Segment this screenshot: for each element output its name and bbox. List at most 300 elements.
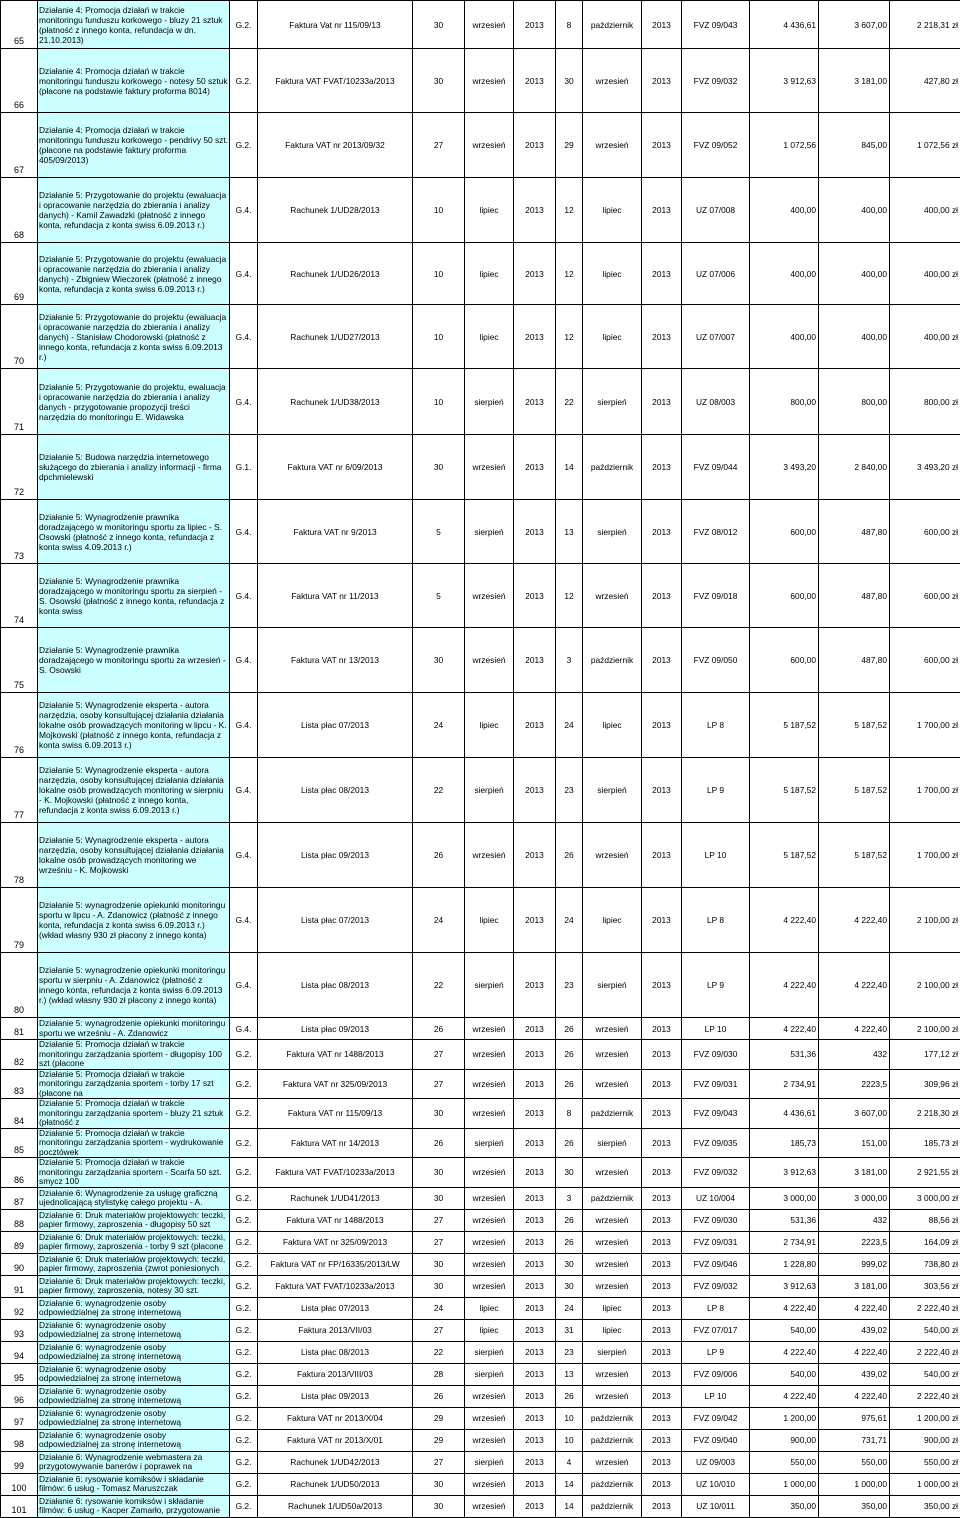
payment-day-cell: 30 bbox=[556, 49, 583, 113]
eligible-amount-cell: 427,80 zł bbox=[890, 49, 960, 113]
category-cell: G.4. bbox=[230, 243, 258, 305]
gross-amount-cell: 5 187,52 bbox=[750, 693, 819, 758]
table-row bbox=[1, 1209, 960, 1231]
gross-amount-cell: 2 734,91 bbox=[750, 1069, 819, 1099]
issue-month-cell: wrzesień bbox=[465, 1099, 514, 1129]
payment-month-cell: sierpień bbox=[583, 1128, 642, 1158]
issue-day-cell: 28 bbox=[413, 1363, 465, 1385]
issue-month-cell: sierpień bbox=[465, 953, 514, 1018]
eligible-amount-cell: 2 100,00 zł bbox=[890, 1018, 960, 1040]
issue-month-cell: sierpień bbox=[465, 1128, 514, 1158]
eligible-amount-cell: 3 000,00 zł bbox=[890, 1187, 960, 1209]
row-number: 69 bbox=[1, 243, 38, 305]
ledger-ref-cell: LP 9 bbox=[682, 953, 750, 1018]
gross-amount-cell: 531,36 bbox=[750, 1040, 819, 1070]
net-amount-cell: 4 222,40 bbox=[819, 888, 890, 953]
gross-amount-cell: 3 912,63 bbox=[750, 49, 819, 113]
table-row bbox=[1, 1128, 960, 1158]
issue-day-cell: 29 bbox=[413, 1407, 465, 1429]
ledger-ref-cell: UZ 10/010 bbox=[682, 1473, 750, 1495]
table-body bbox=[1, 1, 960, 1518]
category-cell: G.4. bbox=[230, 1018, 258, 1040]
issue-month-cell: wrzesień bbox=[465, 1158, 514, 1188]
issue-month-cell: wrzesień bbox=[465, 113, 514, 178]
net-amount-cell: 5 187,52 bbox=[819, 823, 890, 888]
payment-month-cell: październik bbox=[583, 1495, 642, 1517]
issue-year-cell: 2013 bbox=[514, 888, 556, 953]
issue-month-cell: wrzesień bbox=[465, 1253, 514, 1275]
description-cell: Działanie 6: wynagrodzenie osoby odpowiedzialnej za stronę internetową bbox=[38, 1407, 230, 1429]
issue-month-cell: lipiec bbox=[465, 693, 514, 758]
net-amount-cell: 4 222,40 bbox=[819, 1297, 890, 1319]
payment-month-cell: wrzesień bbox=[583, 49, 642, 113]
payment-month-cell: sierpień bbox=[583, 500, 642, 564]
net-amount-cell: 400,00 bbox=[819, 178, 890, 243]
category-cell: G.2. bbox=[230, 1099, 258, 1129]
issue-day-cell: 26 bbox=[413, 1385, 465, 1407]
gross-amount-cell: 4 222,40 bbox=[750, 1018, 819, 1040]
description-cell: Działanie 6: wynagrodzenie osoby odpowiedzialnej za stronę internetową bbox=[38, 1429, 230, 1451]
row-number: 68 bbox=[1, 178, 38, 243]
payment-month-cell: wrzesień bbox=[583, 1385, 642, 1407]
payment-year-cell: 2013 bbox=[642, 369, 682, 435]
category-cell: G.4. bbox=[230, 628, 258, 693]
issue-day-cell: 27 bbox=[413, 113, 465, 178]
payment-year-cell: 2013 bbox=[642, 305, 682, 369]
ledger-ref-cell: FVZ 09/032 bbox=[682, 1158, 750, 1188]
table-row bbox=[1, 178, 960, 243]
table-row bbox=[1, 1275, 960, 1297]
net-amount-cell: 800,00 bbox=[819, 369, 890, 435]
issue-day-cell: 22 bbox=[413, 758, 465, 823]
gross-amount-cell: 600,00 bbox=[750, 500, 819, 564]
issue-year-cell: 2013 bbox=[514, 1319, 556, 1341]
document-cell: Rachunek 1/UD50a/2013 bbox=[258, 1495, 413, 1517]
gross-amount-cell: 4 436,61 bbox=[750, 1, 819, 49]
issue-year-cell: 2013 bbox=[514, 1099, 556, 1129]
ledger-ref-cell: FVZ 09/046 bbox=[682, 1253, 750, 1275]
row-number: 65 bbox=[1, 1, 38, 49]
ledger-ref-cell: FVZ 09/032 bbox=[682, 49, 750, 113]
issue-day-cell: 10 bbox=[413, 369, 465, 435]
eligible-amount-cell: 800,00 zł bbox=[890, 369, 960, 435]
issue-month-cell: lipiec bbox=[465, 888, 514, 953]
payment-year-cell: 2013 bbox=[642, 758, 682, 823]
category-cell: G.4. bbox=[230, 178, 258, 243]
net-amount-cell: 487,80 bbox=[819, 500, 890, 564]
eligible-amount-cell: 2 921,55 zł bbox=[890, 1158, 960, 1188]
payment-year-cell: 2013 bbox=[642, 1069, 682, 1099]
table-row bbox=[1, 1429, 960, 1451]
payment-year-cell: 2013 bbox=[642, 628, 682, 693]
gross-amount-cell: 1 228,80 bbox=[750, 1253, 819, 1275]
issue-month-cell: sierpień bbox=[465, 1341, 514, 1363]
description-cell: Działanie 5: Promocja działań w trakcie monitoringu zarządzania sportem - torby 17 szt (płacone na bbox=[38, 1069, 230, 1099]
description-cell: Działanie 5: Promocja działań w trakcie monitoringu zarządzania sportem - długopisy 100 szt (płacone bbox=[38, 1040, 230, 1070]
table-row bbox=[1, 888, 960, 953]
issue-month-cell: wrzesień bbox=[465, 1018, 514, 1040]
payment-day-cell: 26 bbox=[556, 1040, 583, 1070]
gross-amount-cell: 900,00 bbox=[750, 1429, 819, 1451]
issue-day-cell: 30 bbox=[413, 435, 465, 500]
eligible-amount-cell: 600,00 zł bbox=[890, 500, 960, 564]
category-cell: G.4. bbox=[230, 693, 258, 758]
payment-month-cell: wrzesień bbox=[583, 1253, 642, 1275]
ledger-ref-cell: LP 10 bbox=[682, 823, 750, 888]
issue-year-cell: 2013 bbox=[514, 113, 556, 178]
issue-month-cell: wrzesień bbox=[465, 823, 514, 888]
issue-month-cell: wrzesień bbox=[465, 628, 514, 693]
issue-day-cell: 30 bbox=[413, 1473, 465, 1495]
table-row bbox=[1, 1297, 960, 1319]
payment-year-cell: 2013 bbox=[642, 1473, 682, 1495]
net-amount-cell: 1 000,00 bbox=[819, 1473, 890, 1495]
description-cell: Działanie 5: Przygotowanie do projektu, ewaluacja i opracowanie narzędzia do zbierania i analizy danych - przygotowanie propozycji treści narzędzia do monitoringu E. Widawska bbox=[38, 369, 230, 435]
description-cell: Działanie 6: Druk materiałów projektowych: teczki, papier firmowy, zaproszenia - długopisy 50 szt bbox=[38, 1209, 230, 1231]
issue-year-cell: 2013 bbox=[514, 305, 556, 369]
row-number: 66 bbox=[1, 49, 38, 113]
category-cell: G.2. bbox=[230, 1128, 258, 1158]
net-amount-cell: 432 bbox=[819, 1209, 890, 1231]
payment-year-cell: 2013 bbox=[642, 1209, 682, 1231]
net-amount-cell: 3 000,00 bbox=[819, 1187, 890, 1209]
table-row bbox=[1, 693, 960, 758]
payment-year-cell: 2013 bbox=[642, 500, 682, 564]
payment-month-cell: lipiec bbox=[583, 305, 642, 369]
issue-month-cell: lipiec bbox=[465, 178, 514, 243]
row-number: 98 bbox=[1, 1429, 38, 1451]
table-row bbox=[1, 1187, 960, 1209]
payment-day-cell: 29 bbox=[556, 113, 583, 178]
issue-year-cell: 2013 bbox=[514, 1297, 556, 1319]
payment-day-cell: 26 bbox=[556, 1018, 583, 1040]
issue-day-cell: 30 bbox=[413, 628, 465, 693]
table-row bbox=[1, 369, 960, 435]
description-cell: Działanie 5: Przygotowanie do projektu (ewaluacja i opracowanie narzędzia do zbierania i analizy danych) - Kamil Zawadzki (płatność z innego konta, refundacja z konta swiss 6.09.2013 r.) bbox=[38, 178, 230, 243]
gross-amount-cell: 3 493,20 bbox=[750, 435, 819, 500]
row-number: 84 bbox=[1, 1099, 38, 1129]
eligible-amount-cell: 1 700,00 zł bbox=[890, 758, 960, 823]
net-amount-cell: 2223,5 bbox=[819, 1069, 890, 1099]
row-number: 85 bbox=[1, 1128, 38, 1158]
payment-day-cell: 10 bbox=[556, 1407, 583, 1429]
issue-year-cell: 2013 bbox=[514, 1385, 556, 1407]
issue-day-cell: 10 bbox=[413, 243, 465, 305]
issue-day-cell: 22 bbox=[413, 1341, 465, 1363]
eligible-amount-cell: 309,96 zł bbox=[890, 1069, 960, 1099]
issue-year-cell: 2013 bbox=[514, 1018, 556, 1040]
document-cell: Faktura VAT nr 325/09/2013 bbox=[258, 1069, 413, 1099]
description-cell: Działanie 4: Promocja działań w trakcie monitoringu funduszu korkowego - pendrivy 50 szt. (płacone na podstawie faktury proforma 405/09/2013) bbox=[38, 113, 230, 178]
payment-year-cell: 2013 bbox=[642, 953, 682, 1018]
issue-day-cell: 30 bbox=[413, 1, 465, 49]
category-cell: G.2. bbox=[230, 1341, 258, 1363]
category-cell: G.4. bbox=[230, 953, 258, 1018]
payment-day-cell: 3 bbox=[556, 628, 583, 693]
issue-year-cell: 2013 bbox=[514, 243, 556, 305]
payment-year-cell: 2013 bbox=[642, 1, 682, 49]
ledger-ref-cell: UZ 10/011 bbox=[682, 1495, 750, 1517]
payment-month-cell: wrzesień bbox=[583, 1231, 642, 1253]
category-cell: G.4. bbox=[230, 369, 258, 435]
issue-month-cell: wrzesień bbox=[465, 564, 514, 628]
document-cell: Lista płac 07/2013 bbox=[258, 888, 413, 953]
eligible-amount-cell: 303,56 zł bbox=[890, 1275, 960, 1297]
ledger-ref-cell: FVZ 09/018 bbox=[682, 564, 750, 628]
issue-year-cell: 2013 bbox=[514, 1407, 556, 1429]
table-row bbox=[1, 1451, 960, 1473]
document-cell: Faktura 2013/VII/03 bbox=[258, 1319, 413, 1341]
ledger-ref-cell: FVZ 09/032 bbox=[682, 1275, 750, 1297]
issue-month-cell: lipiec bbox=[465, 1297, 514, 1319]
description-cell: Działanie 5: Promocja działań w trakcie monitoringu zarządzania sportem - bluzy 21 sztuk (płatność z bbox=[38, 1099, 230, 1129]
row-number: 100 bbox=[1, 1473, 38, 1495]
issue-year-cell: 2013 bbox=[514, 953, 556, 1018]
net-amount-cell: 3 181,00 bbox=[819, 49, 890, 113]
document-cell: Faktura VAT nr 2013/X/01 bbox=[258, 1429, 413, 1451]
issue-year-cell: 2013 bbox=[514, 500, 556, 564]
payment-day-cell: 22 bbox=[556, 369, 583, 435]
issue-month-cell: wrzesień bbox=[465, 1429, 514, 1451]
category-cell: G.2. bbox=[230, 1385, 258, 1407]
gross-amount-cell: 531,36 bbox=[750, 1209, 819, 1231]
issue-year-cell: 2013 bbox=[514, 1451, 556, 1473]
issue-year-cell: 2013 bbox=[514, 628, 556, 693]
category-cell: G.2. bbox=[230, 1473, 258, 1495]
row-number: 71 bbox=[1, 369, 38, 435]
gross-amount-cell: 1 000,00 bbox=[750, 1473, 819, 1495]
issue-day-cell: 30 bbox=[413, 1253, 465, 1275]
gross-amount-cell: 540,00 bbox=[750, 1363, 819, 1385]
payment-month-cell: październik bbox=[583, 628, 642, 693]
payment-day-cell: 30 bbox=[556, 1275, 583, 1297]
issue-month-cell: wrzesień bbox=[465, 1473, 514, 1495]
payment-year-cell: 2013 bbox=[642, 823, 682, 888]
ledger-ref-cell: LP 9 bbox=[682, 758, 750, 823]
category-cell: G.2. bbox=[230, 1407, 258, 1429]
category-cell: G.2. bbox=[230, 1158, 258, 1188]
payment-year-cell: 2013 bbox=[642, 113, 682, 178]
category-cell: G.2. bbox=[230, 1319, 258, 1341]
net-amount-cell: 432 bbox=[819, 1040, 890, 1070]
issue-day-cell: 27 bbox=[413, 1069, 465, 1099]
net-amount-cell: 975,61 bbox=[819, 1407, 890, 1429]
category-cell: G.2. bbox=[230, 49, 258, 113]
document-cell: Faktura VAT FVAT/10233a/2013 bbox=[258, 1158, 413, 1188]
table-row bbox=[1, 1341, 960, 1363]
row-number: 77 bbox=[1, 758, 38, 823]
payment-year-cell: 2013 bbox=[642, 1407, 682, 1429]
net-amount-cell: 487,80 bbox=[819, 628, 890, 693]
document-cell: Lista płac 09/2013 bbox=[258, 1018, 413, 1040]
issue-year-cell: 2013 bbox=[514, 49, 556, 113]
payment-month-cell: lipiec bbox=[583, 178, 642, 243]
row-number: 96 bbox=[1, 1385, 38, 1407]
payment-day-cell: 14 bbox=[556, 1473, 583, 1495]
table-row bbox=[1, 823, 960, 888]
category-cell: G.2. bbox=[230, 1069, 258, 1099]
table-row bbox=[1, 305, 960, 369]
net-amount-cell: 845,00 bbox=[819, 113, 890, 178]
issue-year-cell: 2013 bbox=[514, 564, 556, 628]
issue-month-cell: wrzesień bbox=[465, 435, 514, 500]
document-cell: Faktura VAT nr 6/09/2013 bbox=[258, 435, 413, 500]
issue-day-cell: 5 bbox=[413, 500, 465, 564]
ledger-ref-cell: FVZ 08/012 bbox=[682, 500, 750, 564]
net-amount-cell: 4 222,40 bbox=[819, 1018, 890, 1040]
payment-year-cell: 2013 bbox=[642, 1231, 682, 1253]
table-row bbox=[1, 1473, 960, 1495]
payment-year-cell: 2013 bbox=[642, 49, 682, 113]
row-number: 75 bbox=[1, 628, 38, 693]
payment-day-cell: 12 bbox=[556, 243, 583, 305]
issue-year-cell: 2013 bbox=[514, 1473, 556, 1495]
eligible-amount-cell: 550,00 zł bbox=[890, 1451, 960, 1473]
payment-year-cell: 2013 bbox=[642, 564, 682, 628]
ledger-ref-cell: LP 8 bbox=[682, 693, 750, 758]
issue-month-cell: wrzesień bbox=[465, 1275, 514, 1297]
description-cell: Działanie 5: Budowa narzędzia internetowego służącego do zbierania i analizy informacji - firma dpchmielewski bbox=[38, 435, 230, 500]
row-number: 82 bbox=[1, 1040, 38, 1070]
issue-year-cell: 2013 bbox=[514, 1209, 556, 1231]
table-row bbox=[1, 628, 960, 693]
issue-day-cell: 27 bbox=[413, 1319, 465, 1341]
table-row bbox=[1, 1363, 960, 1385]
issue-year-cell: 2013 bbox=[514, 1253, 556, 1275]
category-cell: G.1. bbox=[230, 435, 258, 500]
issue-year-cell: 2013 bbox=[514, 1187, 556, 1209]
eligible-amount-cell: 738,80 zł bbox=[890, 1253, 960, 1275]
payment-day-cell: 26 bbox=[556, 1069, 583, 1099]
payment-month-cell: lipiec bbox=[583, 1319, 642, 1341]
ledger-ref-cell: FVZ 09/031 bbox=[682, 1069, 750, 1099]
table-row bbox=[1, 953, 960, 1018]
row-number: 74 bbox=[1, 564, 38, 628]
document-cell: Faktura 2013/VIII/03 bbox=[258, 1363, 413, 1385]
payment-day-cell: 24 bbox=[556, 1297, 583, 1319]
description-cell: Działanie 6: wynagrodzenie osoby odpowiedzialnej za stronę internetową bbox=[38, 1385, 230, 1407]
issue-month-cell: sierpień bbox=[465, 1451, 514, 1473]
table-row bbox=[1, 49, 960, 113]
eligible-amount-cell: 1 200,00 zł bbox=[890, 1407, 960, 1429]
net-amount-cell: 2223,5 bbox=[819, 1231, 890, 1253]
category-cell: G.4. bbox=[230, 305, 258, 369]
issue-day-cell: 30 bbox=[413, 49, 465, 113]
description-cell: Działanie 5: Przygotowanie do projektu (ewaluacja i opracowanie narzędzia do zbierania i analizy danych) - Zbigniew Wieczorek (płatność z innego konta, refundacja z konta swiss 6.09.2013 r.) bbox=[38, 243, 230, 305]
payment-day-cell: 13 bbox=[556, 1363, 583, 1385]
eligible-amount-cell: 1 000,00 zł bbox=[890, 1473, 960, 1495]
gross-amount-cell: 800,00 bbox=[750, 369, 819, 435]
issue-day-cell: 30 bbox=[413, 1187, 465, 1209]
document-cell: Faktura VAT nr FP/16335/2013/LW bbox=[258, 1253, 413, 1275]
payment-month-cell: październik bbox=[583, 1473, 642, 1495]
issue-month-cell: wrzesień bbox=[465, 1495, 514, 1517]
payment-month-cell: sierpień bbox=[583, 369, 642, 435]
eligible-amount-cell: 540,00 zł bbox=[890, 1319, 960, 1341]
ledger-ref-cell: FVZ 09/030 bbox=[682, 1209, 750, 1231]
issue-month-cell: sierpień bbox=[465, 1363, 514, 1385]
eligible-amount-cell: 1 072,56 zł bbox=[890, 113, 960, 178]
issue-day-cell: 26 bbox=[413, 823, 465, 888]
table-row bbox=[1, 1069, 960, 1099]
gross-amount-cell: 1 200,00 bbox=[750, 1407, 819, 1429]
payment-month-cell: październik bbox=[583, 435, 642, 500]
issue-month-cell: lipiec bbox=[465, 1319, 514, 1341]
eligible-amount-cell: 1 700,00 zł bbox=[890, 693, 960, 758]
payment-month-cell: październik bbox=[583, 1, 642, 49]
row-number: 83 bbox=[1, 1069, 38, 1099]
eligible-amount-cell: 2 100,00 zł bbox=[890, 888, 960, 953]
gross-amount-cell: 550,00 bbox=[750, 1451, 819, 1473]
description-cell: Działanie 5: Wynagrodzenie eksperta - autora narzędzia, osoby konsultującej działania działania lokalne osób prowadzących monitoring w sierpniu - K. Mojkowski (płatność z innego konta, refundacja z konta swiss 6.09.2013 r.) bbox=[38, 758, 230, 823]
row-number: 90 bbox=[1, 1253, 38, 1275]
row-number: 89 bbox=[1, 1231, 38, 1253]
payment-year-cell: 2013 bbox=[642, 1040, 682, 1070]
document-cell: Faktura VAT FVAT/10233a/2013 bbox=[258, 1275, 413, 1297]
issue-month-cell: wrzesień bbox=[465, 1069, 514, 1099]
document-cell: Lista płac 08/2013 bbox=[258, 1341, 413, 1363]
ledger-ref-cell: FVZ 07/017 bbox=[682, 1319, 750, 1341]
issue-day-cell: 27 bbox=[413, 1209, 465, 1231]
row-number: 67 bbox=[1, 113, 38, 178]
description-cell: Działanie 6: Wynagrodzenie webmastera za przygotowywanie banerów i poprawek na bbox=[38, 1451, 230, 1473]
issue-year-cell: 2013 bbox=[514, 1128, 556, 1158]
table-row bbox=[1, 243, 960, 305]
table-row bbox=[1, 1018, 960, 1040]
net-amount-cell: 550,00 bbox=[819, 1451, 890, 1473]
ledger-ref-cell: LP 8 bbox=[682, 888, 750, 953]
issue-year-cell: 2013 bbox=[514, 1429, 556, 1451]
payment-day-cell: 8 bbox=[556, 1099, 583, 1129]
payment-year-cell: 2013 bbox=[642, 693, 682, 758]
issue-month-cell: wrzesień bbox=[465, 1231, 514, 1253]
gross-amount-cell: 3 912,63 bbox=[750, 1158, 819, 1188]
table-row bbox=[1, 113, 960, 178]
document-cell: Lista płac 08/2013 bbox=[258, 758, 413, 823]
category-cell: G.2. bbox=[230, 1275, 258, 1297]
payment-year-cell: 2013 bbox=[642, 1253, 682, 1275]
payment-day-cell: 12 bbox=[556, 178, 583, 243]
document-cell: Faktura VAT nr 9/2013 bbox=[258, 500, 413, 564]
eligible-amount-cell: 2 218,30 zł bbox=[890, 1099, 960, 1129]
net-amount-cell: 487,80 bbox=[819, 564, 890, 628]
gross-amount-cell: 4 222,40 bbox=[750, 888, 819, 953]
category-cell: G.2. bbox=[230, 1429, 258, 1451]
row-number: 97 bbox=[1, 1407, 38, 1429]
category-cell: G.2. bbox=[230, 1451, 258, 1473]
document-cell: Rachunek 1/UD28/2013 bbox=[258, 178, 413, 243]
net-amount-cell: 2 840,00 bbox=[819, 435, 890, 500]
category-cell: G.4. bbox=[230, 823, 258, 888]
payment-year-cell: 2013 bbox=[642, 435, 682, 500]
document-cell: Lista płac 09/2013 bbox=[258, 1385, 413, 1407]
payment-year-cell: 2013 bbox=[642, 1385, 682, 1407]
payment-day-cell: 12 bbox=[556, 305, 583, 369]
description-cell: Działanie 5: wynagrodzenie opiekunki monitoringu sportu we wrześniu - A. Zdanowicz bbox=[38, 1018, 230, 1040]
payment-month-cell: październik bbox=[583, 1429, 642, 1451]
issue-day-cell: 24 bbox=[413, 693, 465, 758]
payment-year-cell: 2013 bbox=[642, 1275, 682, 1297]
row-number: 87 bbox=[1, 1187, 38, 1209]
document-cell: Faktura VAT nr 325/09/2013 bbox=[258, 1231, 413, 1253]
issue-day-cell: 27 bbox=[413, 1231, 465, 1253]
issue-day-cell: 27 bbox=[413, 1040, 465, 1070]
eligible-amount-cell: 2 222,40 zł bbox=[890, 1297, 960, 1319]
payment-year-cell: 2013 bbox=[642, 1128, 682, 1158]
row-number: 78 bbox=[1, 823, 38, 888]
issue-month-cell: sierpień bbox=[465, 758, 514, 823]
issue-year-cell: 2013 bbox=[514, 1158, 556, 1188]
